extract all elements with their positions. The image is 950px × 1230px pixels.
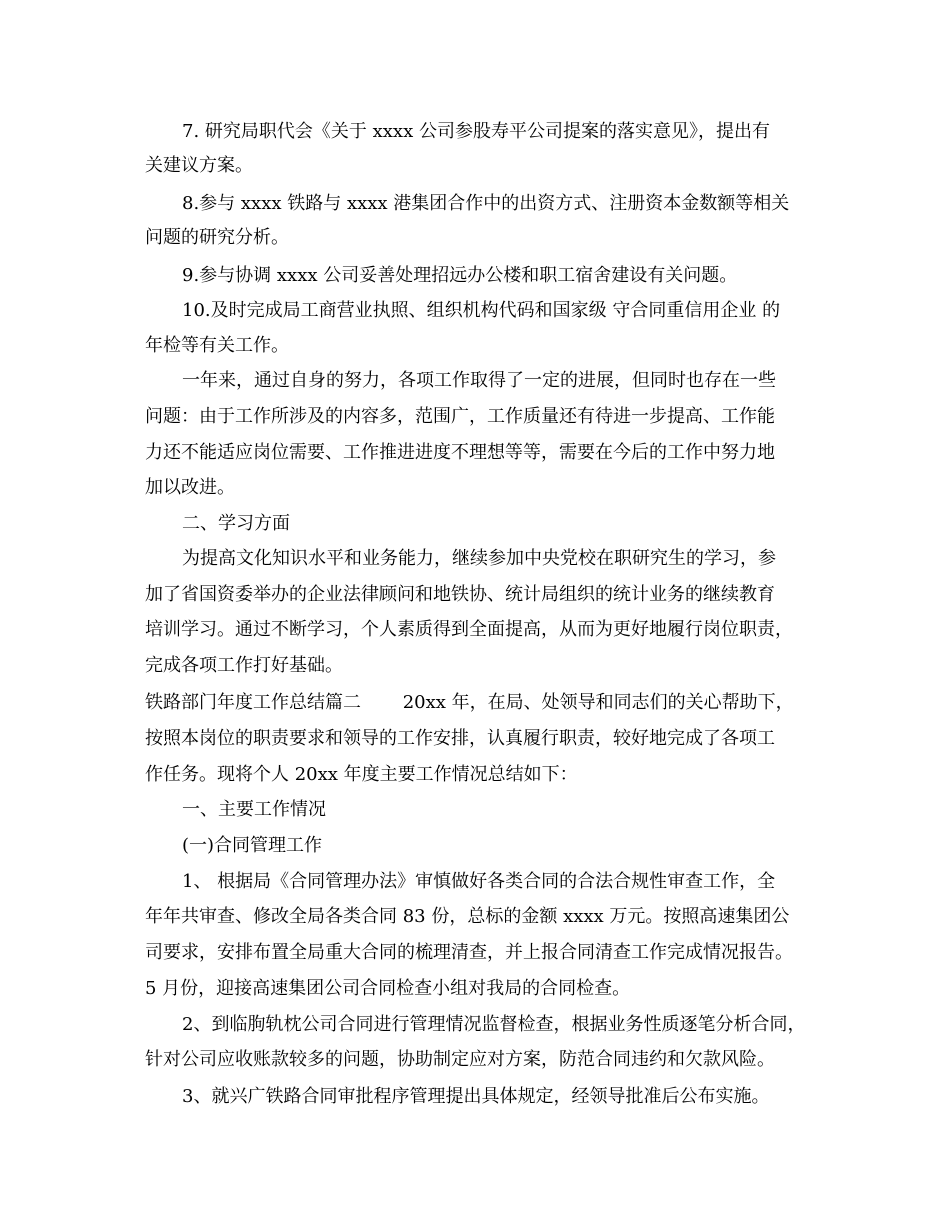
paragraph-item-8-line-1: 8.参与 xxxx 铁路与 xxxx 港集团合作中的出资方式、注册资本金数额等相关 bbox=[182, 193, 790, 214]
paragraph-intro-line-2: 按照本岗位的职责要求和领导的工作安排，认真履行职责，较好地完成了各项工 bbox=[145, 728, 775, 749]
section-heading-main-work: 一、主要工作情况 bbox=[182, 799, 326, 820]
section-heading-study: 二、学习方面 bbox=[182, 513, 290, 534]
paragraph-item-7-line-2: 关建议方案。 bbox=[145, 155, 253, 176]
paragraph-item-10-line-2: 年检等有关工作。 bbox=[145, 335, 289, 356]
paragraph-study-line-4: 完成各项工作打好基础。 bbox=[145, 655, 343, 676]
paragraph-contract-2-line-2: 针对公司应收账款较多的问题，协助制定应对方案，防范合同违约和欠款风险。 bbox=[145, 1049, 775, 1070]
paragraph-contract-1-line-1: 1、 根据局《合同管理办法》审慎做好各类合同的合法合规性审查工作，全 bbox=[182, 871, 776, 892]
article-title-part-two: 铁路部门年度工作总结篇二 20xx 年，在局、处领导和同志们的关心帮助下， bbox=[145, 692, 794, 713]
paragraph-item-7-line-1: 7. 研究局职代会《关于 xxxx 公司参股寿平公司提案的落实意见》，提出有 bbox=[182, 121, 770, 142]
paragraph-contract-2-line-1: 2、到临朐轨枕公司合同进行管理情况监督检查，根据业务性质逐笔分析合同， bbox=[182, 1014, 806, 1035]
paragraph-summary-line-3: 力还不能适应岗位需要、工作推进进度不理想等等，需要在今后的工作中努力地 bbox=[145, 442, 775, 463]
paragraph-contract-1-line-4: 5 月份，迎接高速集团公司合同检查小组对我局的合同检查。 bbox=[145, 978, 631, 999]
paragraph-study-line-2: 加了省国资委举办的企业法律顾问和地铁协、统计局组织的统计业务的继续教育 bbox=[145, 584, 775, 605]
paragraph-contract-1-line-3: 司要求，安排布置全局重大合同的梳理清查，并上报合同清查工作完成情况报告。 bbox=[145, 942, 793, 963]
paragraph-item-9: 9.参与协调 xxxx 公司妥善处理招远办公楼和职工宿舍建设有关问题。 bbox=[182, 265, 738, 286]
paragraph-contract-1-line-2: 年年共审查、修改全局各类合同 83 份，总标的金额 xxxx 万元。按照高速集团公 bbox=[145, 906, 790, 927]
paragraph-item-10-line-1: 10.及时完成局工商营业执照、组织机构代码和国家级 守合同重信用企业 的 bbox=[182, 300, 781, 321]
paragraph-summary-line-4: 加以改进。 bbox=[145, 477, 235, 498]
paragraph-item-8-line-2: 问题的研究分析。 bbox=[145, 227, 289, 248]
paragraph-summary-line-1: 一年来，通过自身的努力，各项工作取得了一定的进展，但同时也存在一些 bbox=[182, 370, 776, 391]
paragraph-study-line-1: 为提高文化知识水平和业务能力，继续参加中央党校在职研究生的学习，参 bbox=[182, 548, 776, 569]
paragraph-study-line-3: 培训学习。通过不断学习，个人素质得到全面提高，从而为更好地履行岗位职责， bbox=[145, 619, 793, 640]
paragraph-summary-line-2: 问题：由于工作所涉及的内容多，范围广，工作质量还有待进一步提高、工作能 bbox=[145, 406, 775, 427]
subsection-heading-contract: (一)合同管理工作 bbox=[182, 835, 323, 856]
paragraph-contract-3: 3、就兴广铁路合同审批程序管理提出具体规定，经领导批准后公布实施。 bbox=[182, 1086, 770, 1107]
paragraph-intro-line-3: 作任务。现将个人 20xx 年度主要工作情况总结如下： bbox=[145, 764, 578, 785]
